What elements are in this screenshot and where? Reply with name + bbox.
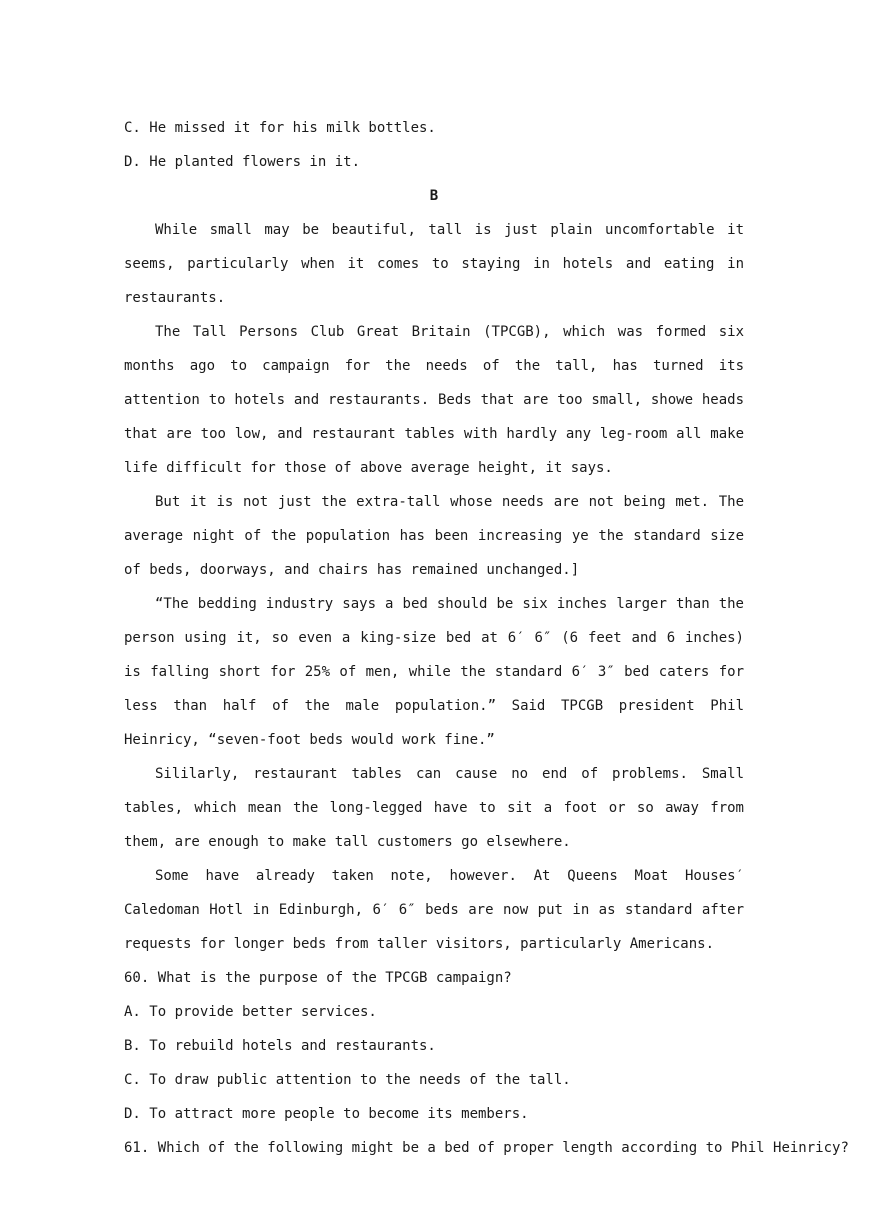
passage-paragraph: Sililarly, restaurant tables can cause no end of problems. Small tables, which mean the long-legged have to sit a foot or so away from them, are enough to make tall customers go elsewhere. xyxy=(124,766,744,850)
passage-paragraph: “The bedding industry says a bed should be six inches larger than the person using it, so even a king-size bed at 6′ 6″ (6 feet and 6 inches) is falling short for 25% of men, while the standard 6′ 3″ bed caters for less than half of the male population.” Said TPCGB president Phil Heinricy, “seven-foot beds would work fine.” xyxy=(124,596,744,748)
option-d: D. He planted flowers in it. xyxy=(124,154,361,170)
question-61-stem: 61. Which of the following might be a bed of proper length according to Phil Heinricy? xyxy=(124,1140,849,1156)
passage-paragraph: Some have already taken note, however. At Queens Moat Houses′ Caledoman Hotl in Edinburgh, 6′ 6″ beds are now put in as standard after requests for longer beds from taller visitors, particularly Americans. xyxy=(124,868,744,952)
question-60-stem: 60. What is the purpose of the TPCGB campaign? xyxy=(124,970,512,986)
passage-paragraph: But it is not just the extra-tall whose needs are not being met. The average night of the population has been increasing ye the standard size of beds, doorways, and chairs has remained unchanged.] xyxy=(124,494,744,578)
question-60-option-b: B. To rebuild hotels and restaurants. xyxy=(124,1038,436,1054)
section-heading: B xyxy=(429,188,439,204)
question-60-option-a: A. To provide better services. xyxy=(124,1004,377,1020)
question-60-option-d: D. To attract more people to become its members. xyxy=(124,1106,529,1122)
option-c: C. He missed it for his milk bottles. xyxy=(124,120,436,136)
passage-paragraph: The Tall Persons Club Great Britain (TPCGB), which was formed six months ago to campaign for the needs of the tall, has turned its attention to hotels and restaurants. Beds that are too small, showe heads that are too low, and restaurant tables with hardly any leg-room all make life difficult for those of above average height, it says. xyxy=(124,324,744,476)
passage-paragraph: While small may be beautiful, tall is just plain uncomfortable it seems, particularly when it comes to staying in hotels and eating in restaurants. xyxy=(124,222,744,306)
document-page xyxy=(124,111,849,1165)
question-60-option-c: C. To draw public attention to the needs of the tall. xyxy=(124,1072,571,1088)
